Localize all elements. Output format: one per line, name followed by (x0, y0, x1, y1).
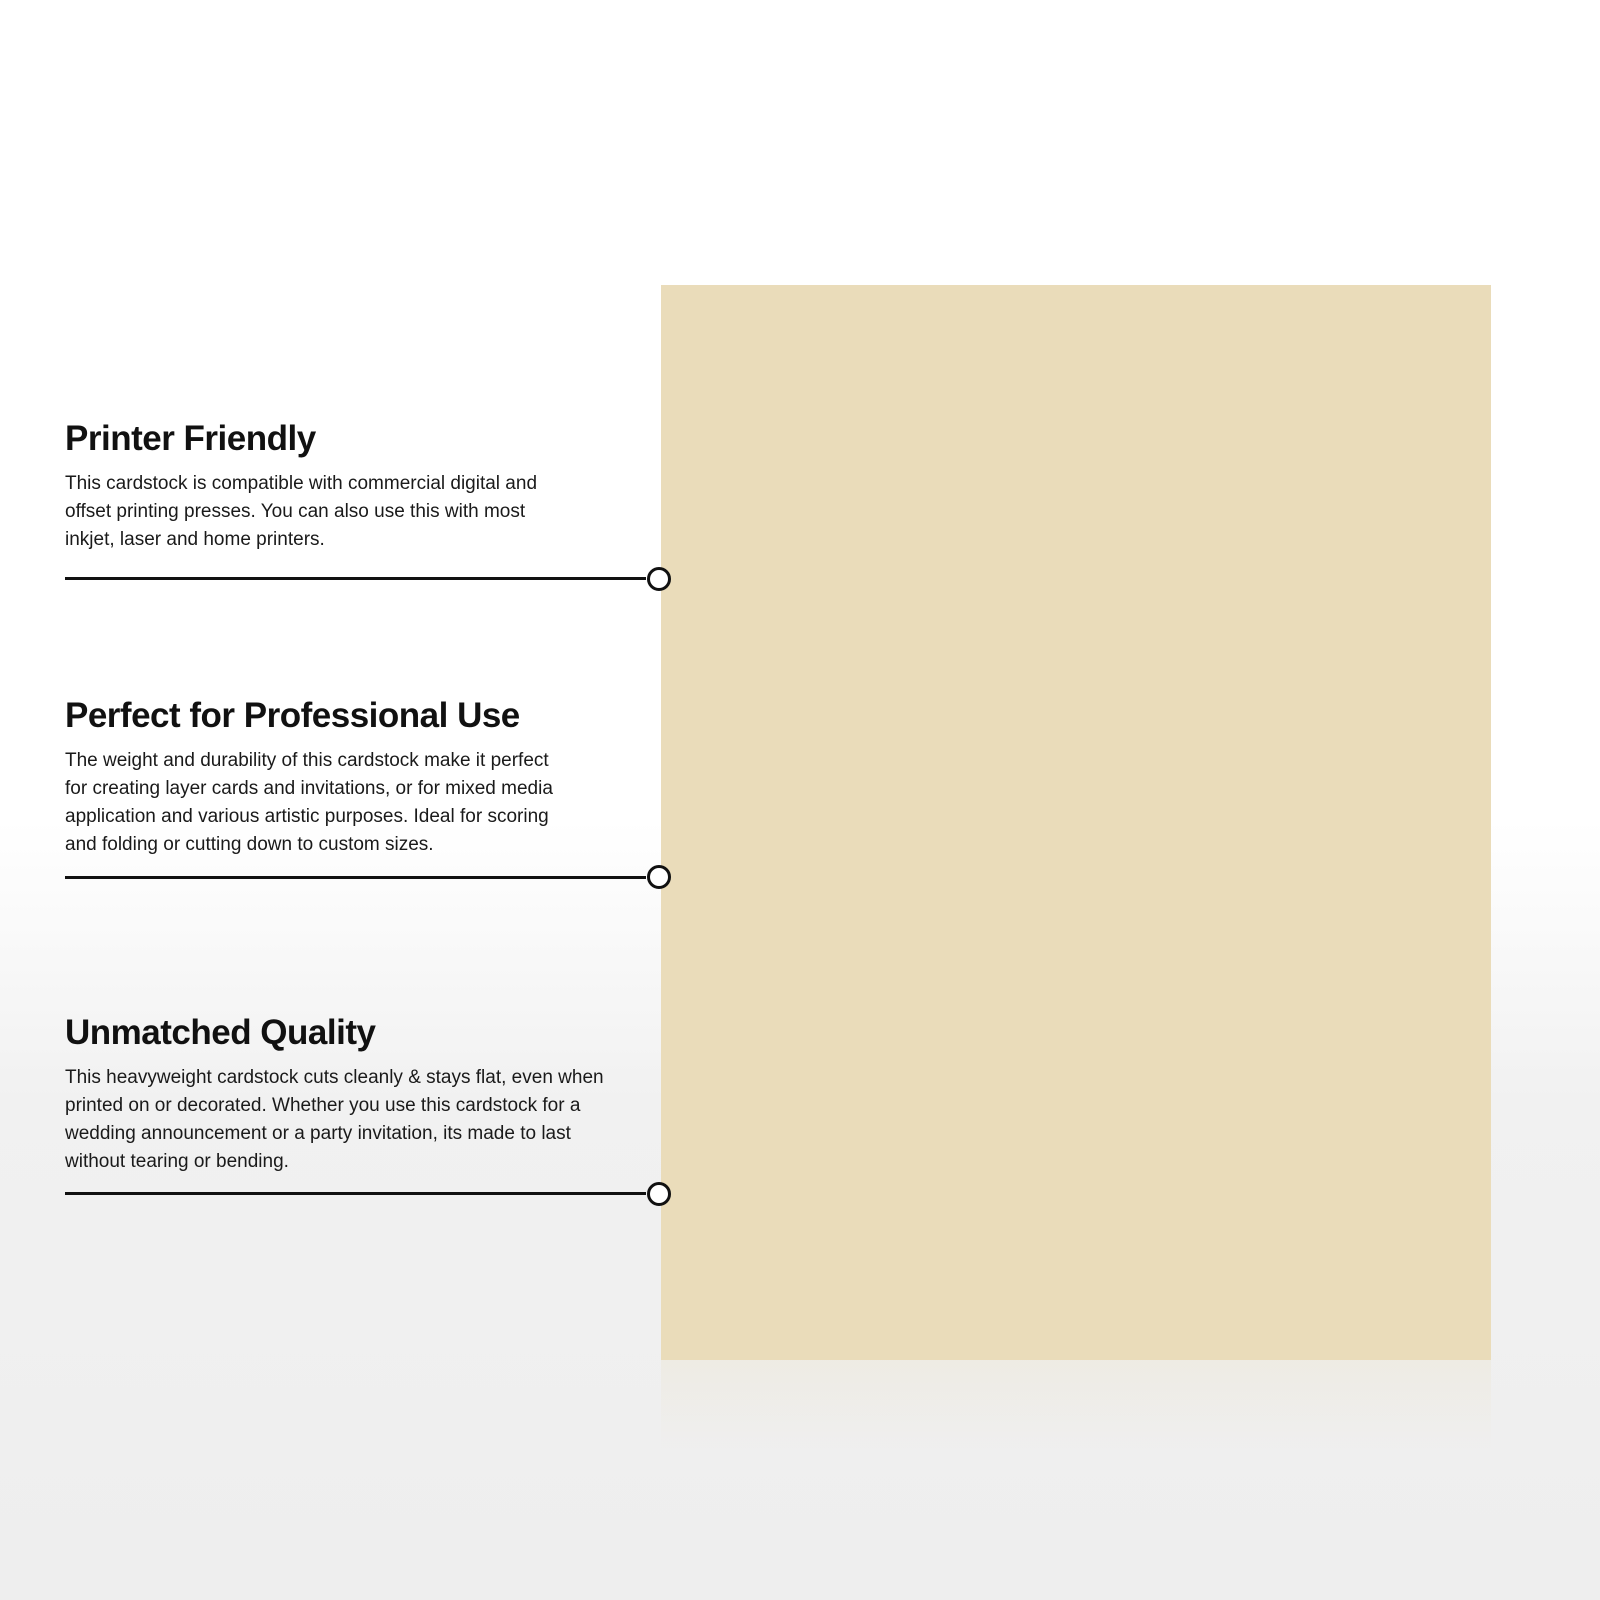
description-line: application and various artistic purposes. Ideal for scoring (65, 806, 549, 827)
cardstock-reflection (661, 1360, 1491, 1450)
description-line: This cardstock is compatible with commercial digital and (65, 473, 538, 494)
circle-node-icon (647, 865, 671, 889)
feature-title: Printer Friendly (65, 419, 316, 458)
feature-printer-friendly (65, 418, 625, 554)
connector-line (65, 876, 646, 879)
description-line: This heavyweight cardstock cuts cleanly & stays flat, even when (65, 1067, 604, 1088)
feature-description (65, 1064, 625, 1176)
circle-node-icon (647, 1182, 671, 1206)
connector-line (65, 577, 646, 580)
feature-professional-use (65, 695, 625, 859)
circle-node-icon (647, 567, 671, 591)
description-line: and folding or cutting down to custom sizes. (65, 834, 434, 855)
description-line: without tearing or bending. (65, 1151, 289, 1172)
feature-title: Unmatched Quality (65, 1013, 376, 1052)
cardstock-sheet (661, 285, 1491, 1360)
connector-line (65, 1192, 646, 1195)
feature-unmatched-quality (65, 1012, 625, 1176)
feature-title: Perfect for Professional Use (65, 696, 520, 735)
description-line: for creating layer cards and invitations, or for mixed media (65, 778, 553, 799)
description-line: printed on or decorated. Whether you use this cardstock for a (65, 1095, 581, 1116)
description-line: wedding announcement or a party invitation, its made to last (65, 1123, 571, 1144)
feature-description (65, 470, 625, 554)
description-line: inkjet, laser and home printers. (65, 529, 325, 550)
description-line: offset printing presses. You can also use this with most (65, 501, 526, 522)
feature-description (65, 747, 625, 859)
description-line: The weight and durability of this cardstock make it perfect (65, 750, 549, 771)
